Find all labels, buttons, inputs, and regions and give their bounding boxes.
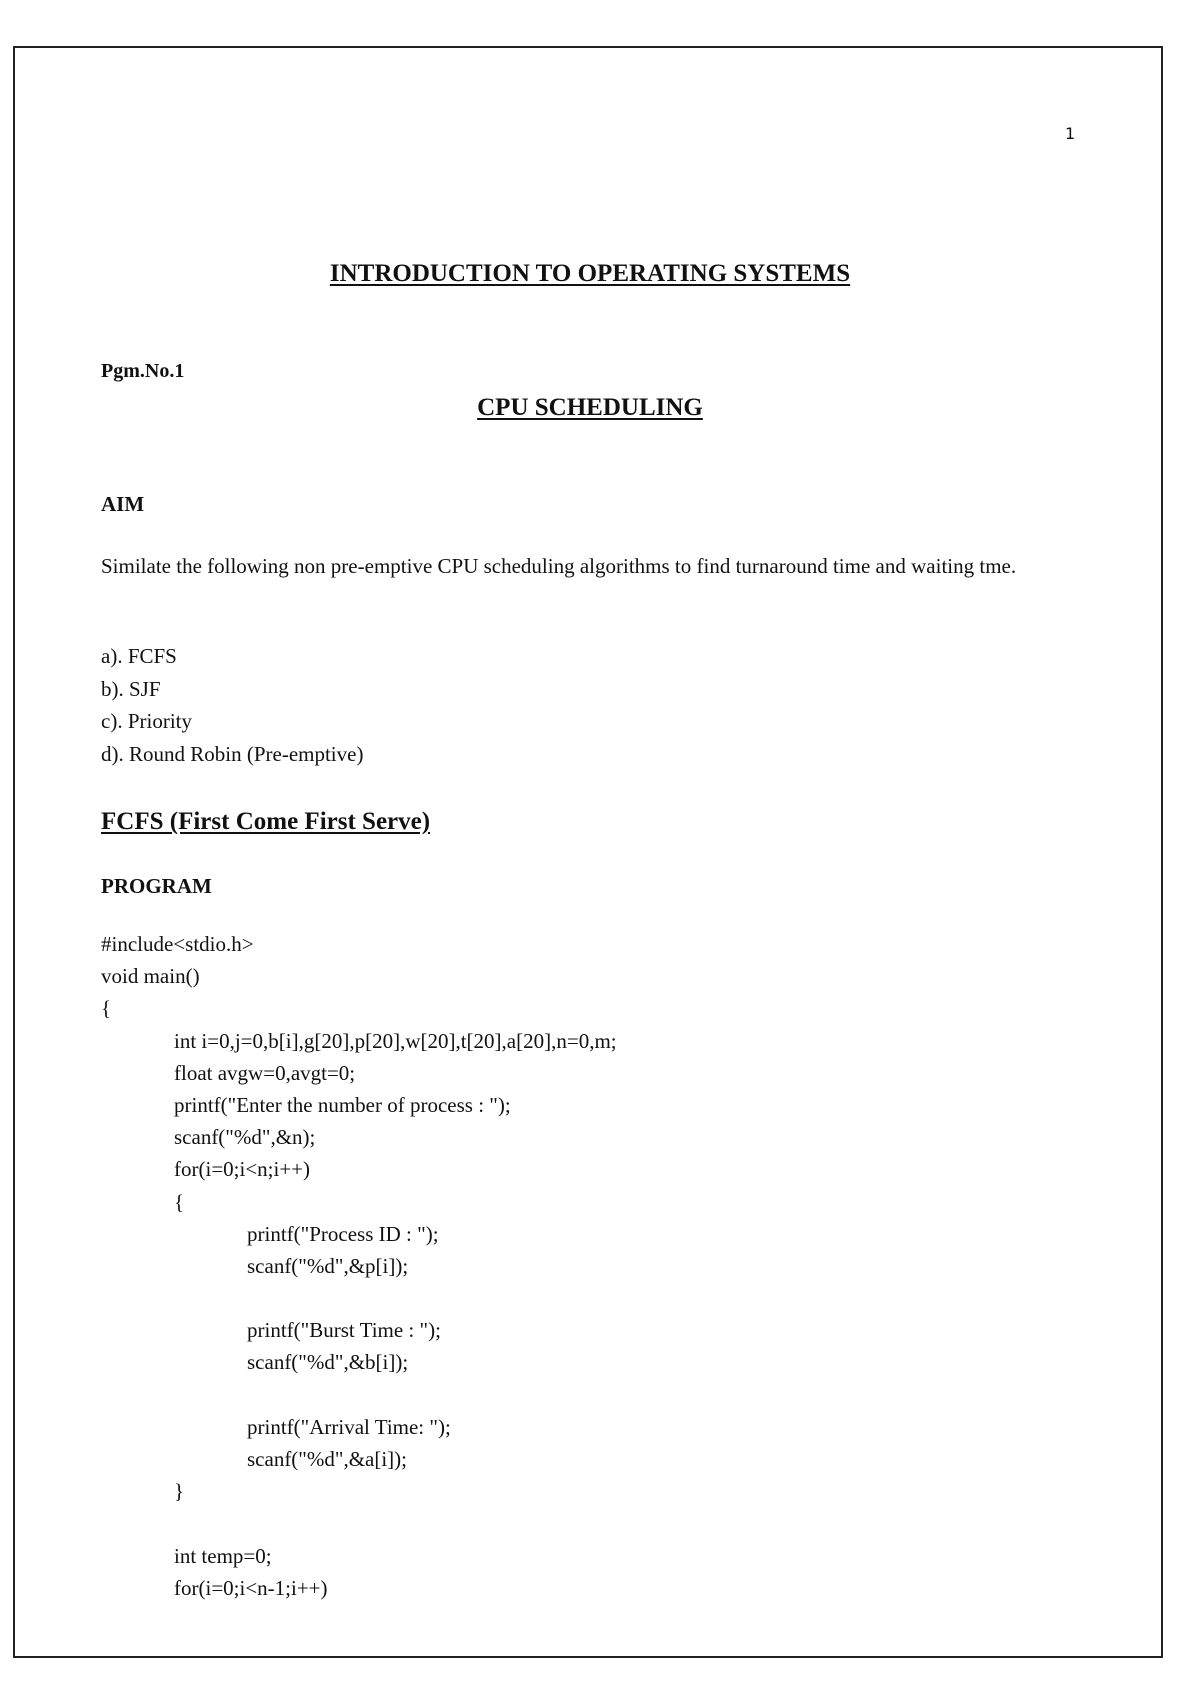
list-item: d). Round Robin (Pre-emptive): [101, 741, 364, 766]
program-heading: PROGRAM: [101, 874, 212, 898]
code-line: int i=0,j=0,b[i],g[20],p[20],w[20],t[20],a[20],n=0,m;: [174, 1028, 617, 1053]
document-title: INTRODUCTION TO OPERATING SYSTEMS: [329, 260, 851, 287]
code-line: float avgw=0,avgt=0;: [174, 1060, 356, 1085]
algorithm-list: [101, 640, 363, 770]
code-line: printf("Arrival Time: ");: [247, 1414, 451, 1439]
code-line: int temp=0;: [174, 1543, 272, 1568]
aim-text: Similate the following non pre-emptive CPU scheduling algorithms to find turnaround time and waiting tme.: [101, 554, 1017, 578]
code-line: scanf("%d",&b[i]);: [247, 1350, 409, 1375]
fcfs-title: FCFS (First Come First Serve): [101, 808, 431, 835]
code-line: for(i=0;i<n-1;i++): [174, 1575, 328, 1600]
code-line: printf("Enter the number of process : ");: [174, 1092, 511, 1117]
code-line: #include<stdio.h>: [101, 932, 254, 956]
page-number: 1: [1065, 124, 1076, 143]
code-line: {: [174, 1189, 185, 1214]
program-number: Pgm.No.1: [101, 360, 185, 382]
list-item: c). Priority: [101, 709, 192, 733]
list-item: b). SJF: [101, 676, 161, 701]
code-line: for(i=0;i<n;i++): [174, 1157, 311, 1182]
code-line: }: [174, 1479, 185, 1504]
section-title: CPU SCHEDULING: [477, 394, 703, 421]
code-line: scanf("%d",&n);: [174, 1125, 316, 1150]
code-line: scanf("%d",&a[i]);: [247, 1447, 407, 1471]
code-line: scanf("%d",&p[i]);: [247, 1253, 409, 1278]
aim-heading: AIM: [101, 492, 145, 516]
page-border: [13, 46, 1163, 1658]
list-item: a). FCFS: [101, 644, 177, 668]
code-line: printf("Process ID : ");: [247, 1221, 439, 1246]
code-line: [101, 1282, 617, 1314]
code-line: [101, 1507, 617, 1539]
code-line: [101, 1379, 617, 1411]
code-line: printf("Burst Time : ");: [247, 1318, 441, 1343]
code-block: [101, 928, 617, 1604]
code-line: {: [101, 996, 112, 1021]
code-line: void main(): [101, 964, 200, 989]
